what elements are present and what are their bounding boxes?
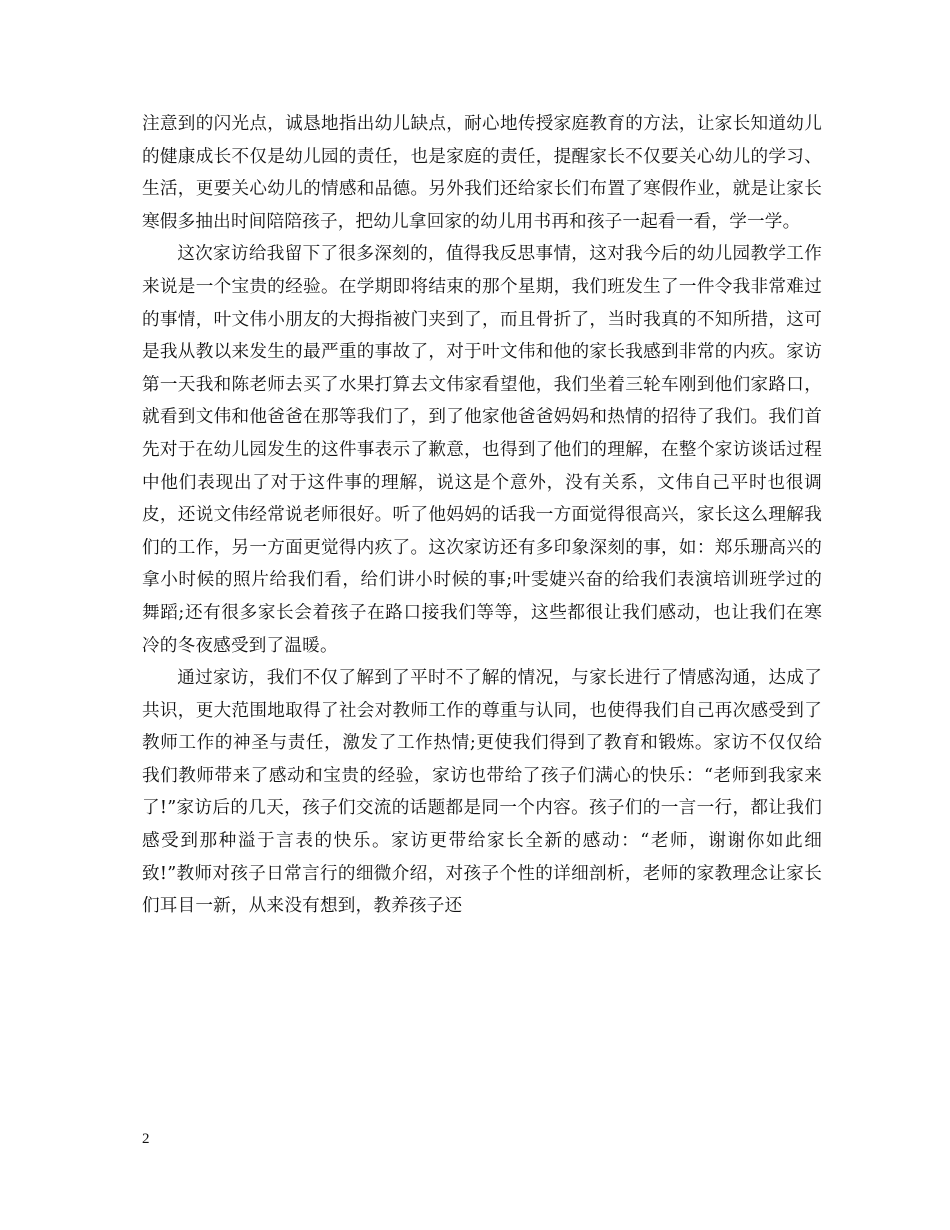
- paragraph-1: 注意到的闪光点，诚恳地指出幼儿缺点，耐心地传授家庭教育的方法，让家长知道幼儿的健康成长不仅是幼儿园的责任，也是家庭的责任，提醒家长不仅要关心幼儿的学习、生活，更要关心幼儿的情感和品德。另外我们还给家长们布置了寒假作业，就是让家长寒假多抽出时间陪陪孩子，把幼儿拿回家的幼儿用书再和孩子一起看一看，学一学。: [142, 114, 822, 232]
- page-number: 2: [142, 1131, 150, 1147]
- paragraph-3: 通过家访，我们不仅了解到了平时不了解的情况，与家长进行了情感沟通，达成了共识，更大范围地取得了社会对教师工作的尊重与认同，也使得我们自己再次感受到了教师工作的神圣与责任，激发了工作热情;更使我们得到了教育和锻炼。家访不仅仅给我们教师带来了感动和宝贵的经验，家访也带给了孩子们满心的快乐：“老师到我家来了!”家访后的几天，孩子们交流的话题都是同一个内容。孩子们的一言一行，都让我们感受到那种溢于言表的快乐。家访更带给家长全新的感动：“老师，谢谢你如此细致!”教师对孩子日常言行的细微介绍，对孩子个性的详细剖析，老师的家教理念让家长们耳目一新，从来没有想到，教养孩子还: [142, 668, 822, 917]
- page-body: [142, 108, 822, 923]
- paragraph-2: 这次家访给我留下了很多深刻的，值得我反思事情，这对我今后的幼儿园教学工作来说是一个宝贵的经验。在学期即将结束的那个星期，我们班发生了一件令我非常难过的事情，叶文伟小朋友的大拇指被门夹到了，而且骨折了，当时我真的不知所措，这可是我从教以来发生的最严重的事故了，对于叶文伟和他的家长我感到非常的内疚。家访第一天我和陈老师去买了水果打算去文伟家看望他，我们坐着三轮车刚到他们家路口，就看到文伟和他爸爸在那等我们了，到了他家他爸爸妈妈和热情的招待了我们。我们首先对于在幼儿园发生的这件事表示了歉意，也得到了他们的理解，在整个家访谈话过程中他们表现出了对于这件事的理解，说这是个意外，没有关系，文伟自己平时也很调皮，还说文伟经常说老师很好。听了他妈妈的话我一方面觉得很高兴，家长这么理解我们的工作，另一方面更觉得内疚了。这次家访还有多印象深刻的事，如：郑乐珊高兴的拿小时候的照片给我们看，给们讲小时候的事;叶雯婕兴奋的给我们表演培训班学过的舞蹈;还有很多家长会着孩子在路口接我们等等，这些都很让我们感动，也让我们在寒冷的冬夜感受到了温暖。: [142, 244, 822, 656]
